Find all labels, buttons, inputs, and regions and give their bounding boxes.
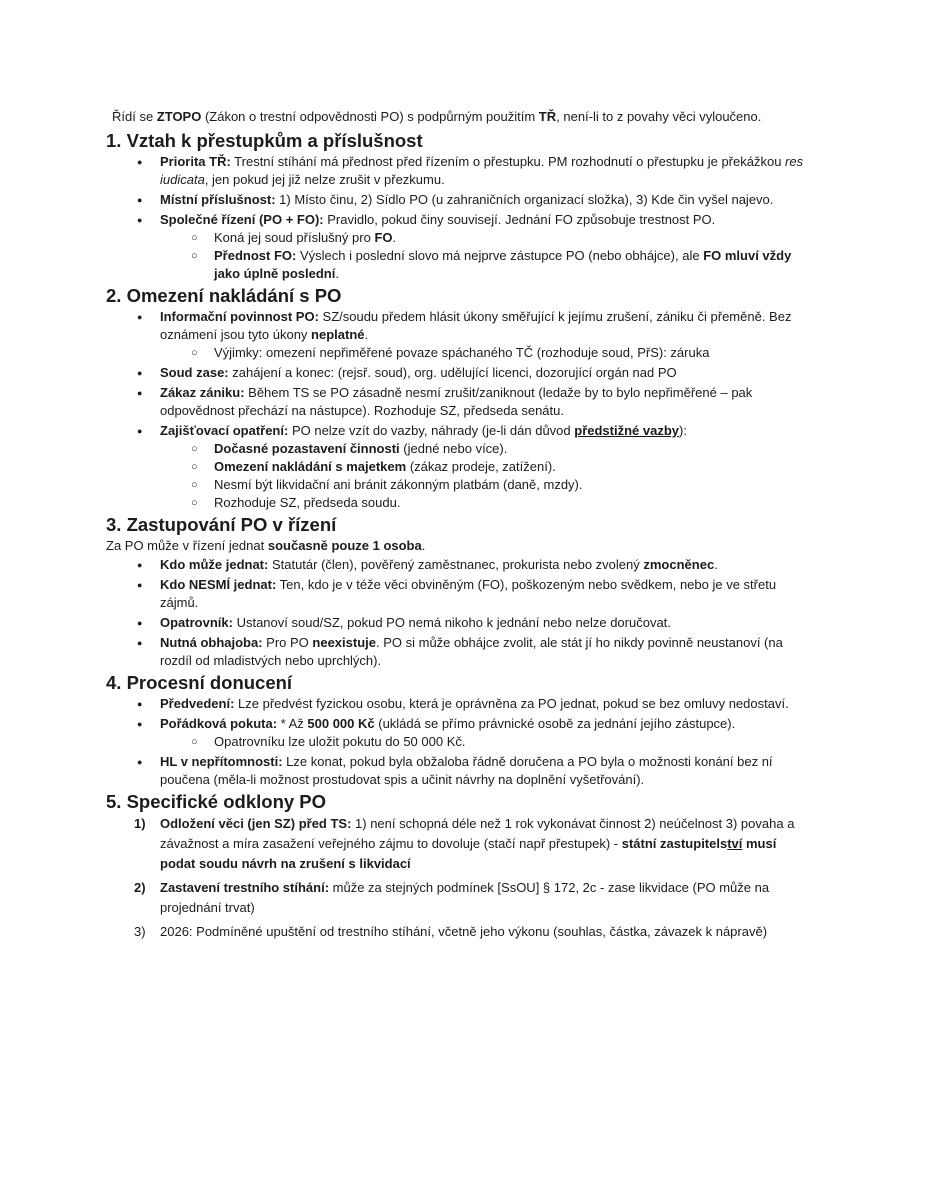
sub-list-item (214, 440, 812, 458)
item-text: Statutár (člen), pověřený zaměstnanec, prokurista nebo zvolený (268, 557, 644, 572)
list-item (160, 556, 812, 574)
item-italic: res iudicata (160, 154, 804, 187)
list-item (160, 308, 812, 362)
sub-list (160, 440, 812, 512)
sub-list (160, 733, 812, 751)
item-label: Priorita TŘ: (160, 154, 231, 169)
item-label: Dočasné pozastavení činnosti (214, 441, 400, 456)
section-5-heading: 5. Specifické odklony PO (106, 791, 327, 812)
item-text: * Až (277, 716, 308, 731)
item-text: (jedné nebo více). (399, 441, 508, 456)
list-item (160, 153, 812, 189)
item-label: Soud zase: (160, 365, 229, 380)
list-item (160, 614, 812, 632)
item-bold: musí podat soudu návrh na zrušení s likvidací (160, 836, 777, 871)
item-text: ): (679, 423, 687, 438)
item-label: Kdo může jednat: (160, 557, 269, 572)
item-text: . PO si může obhájce zvolit, ale stát jí ho nikdy povinně neustanoví (na rozdíl od mladistvých nebo uprchlých). (160, 635, 783, 668)
section-4-list (112, 695, 812, 789)
item-text: , jen pokud jej již nelze zrušit v přezkumu. (204, 172, 445, 187)
item-text: 2026: Podmíněné upuštění od trestního stíhání, včetně jeho výkonu (souhlas, částka, závazek k nápravě) (160, 924, 768, 939)
item-text: . (335, 266, 339, 281)
item-text: 1) Místo činu, 2) Sídlo PO (u zahraničních organizací složka), 3) Kde čin vyšel najevo. (275, 192, 774, 207)
intro-text: Řídí se (112, 109, 157, 124)
item-number: 3) (134, 924, 146, 939)
item-text: Lze předvést fyzickou osobu, která je oprávněna za PO jednat, pokud se bez omluvy nedostaví. (234, 696, 789, 711)
list-item (160, 191, 812, 209)
sub-list (160, 344, 812, 362)
intro-paragraph (112, 108, 812, 126)
item-text: Výslech i poslední slovo má nejprve zástupce PO (nebo obhájce), ale (296, 248, 704, 263)
item-number: 2) (134, 880, 146, 895)
item-label: HL v nepřítomnosti: (160, 754, 283, 769)
numbered-item (134, 814, 812, 874)
numbered-item (134, 878, 812, 918)
sub-list-item: ○ Nesmí být likvidační ani bránit zákonným platbám (daně, mzdy). (214, 476, 812, 494)
item-text: Lze konat, pokud byla obžaloba řádně doručena a PO byla o možnosti konání bez ní poučena (měla-li možnost prostudovat spis a učinit návrhy na doplnění vyšetřování). (160, 754, 773, 787)
item-text: Pro PO (262, 635, 313, 650)
item-number: 1) (134, 816, 146, 831)
section-3-list (112, 556, 812, 670)
item-label: Informační povinnost PO: (160, 309, 319, 324)
list-item (160, 753, 812, 789)
item-bold: FO (374, 230, 393, 245)
numbered-item (134, 922, 812, 942)
item-label: Společné řízení (PO + FO): (160, 212, 324, 227)
sub-list-item (214, 458, 812, 476)
item-label: Odložení věci (jen SZ) před TS: (160, 816, 352, 831)
item-text: SZ/soudu předem hlásit úkony směřující k jejímu zrušení, zániku či přeměně. Bez oznámení jsou tyto úkony (160, 309, 792, 342)
section-2-list (112, 308, 812, 512)
list-item (160, 634, 812, 670)
item-label: Pořádková pokuta: (160, 716, 278, 731)
item-label: Nutná obhajoba: (160, 635, 263, 650)
item-text: Ten, kdo je v téže věci obviněným (FO), poškozeným nebo svědkem, nebo je ve střetu zájmů. (160, 577, 777, 610)
list-item (160, 422, 812, 512)
intro-text: (Zákon o trestní odpovědnosti PO) s podpůrným použitím (201, 109, 539, 124)
item-text: Během TS se PO zásadně nesmí zrušit/zaniknout (ledaže by to bylo nepřiměřené – pak odpovědnost přechází na nástupce). Rozhoduje SZ, předseda senátu. (160, 385, 753, 418)
item-underlined: tví (727, 836, 743, 851)
item-text: (zákaz prodeje, zatížení). (406, 459, 556, 474)
sub-list-item: ○ Opatrovníku lze uložit pokutu do 50 000 Kč. (214, 733, 812, 751)
item-text: PO nelze vzít do vazby, náhrady (je-li dán důvod (288, 423, 575, 438)
section-3-heading: 3. Zastupování PO v řízení (106, 514, 337, 535)
sub-list-item: ○ Rozhoduje SZ, předseda soudu. (214, 494, 812, 512)
item-label: Přednost FO: (214, 248, 297, 263)
item-text: Trestní stíhání má přednost před řízením o přestupku. PM rozhodnutí o přestupku je překážkou (230, 154, 786, 169)
item-underlined: předstižné vazby (574, 423, 680, 438)
section-3-lead (106, 537, 812, 555)
item-label: Zastavení trestního stíhání: (160, 880, 330, 895)
item-text: . (392, 230, 397, 245)
item-text: Koná jej soud příslušný pro (214, 230, 375, 245)
list-item (160, 364, 812, 382)
sub-list (160, 229, 812, 283)
item-label: Kdo NESMÍ jednat: (160, 577, 277, 592)
item-bold: neplatné (311, 327, 365, 342)
item-text: Ustanoví soud/SZ, pokud PO nemá nikoho k jednání nebo nelze doručovat. (232, 615, 671, 630)
list-item (160, 211, 812, 283)
item-label: Místní příslušnost: (160, 192, 276, 207)
list-item (160, 715, 812, 751)
sub-list-item: ○ Výjimky: omezení nepřiměřené povaze spáchaného TČ (rozhoduje soud, PřS): záruka (214, 344, 812, 362)
sub-list-item (214, 229, 812, 247)
sub-list-item (214, 247, 812, 283)
item-bold: FO mluví vždy jako úplně poslední (214, 248, 792, 281)
list-item (160, 695, 812, 713)
item-label: Omezení nakládání s majetkem (214, 459, 407, 474)
document-body (106, 108, 812, 946)
item-bold: státní zastupitels (621, 836, 728, 851)
item-label: Předvedení: (160, 696, 235, 711)
item-label: Opatrovník: (160, 615, 233, 630)
item-label: Zajišťovací opatření: (160, 423, 289, 438)
item-text: může za stejných podmínek [SsOU] § 172, 2c - zase likvidace (PO může na projednání trvat) (160, 880, 770, 915)
item-bold: zmocněnec (643, 557, 715, 572)
section-4-heading: 4. Procesní donucení (106, 672, 293, 693)
item-text: . (421, 538, 426, 553)
item-text: . (714, 557, 718, 572)
item-text: . (364, 327, 369, 342)
intro-text: , není-li to z povahy věci vyloučeno. (556, 109, 762, 124)
section-1-list (112, 153, 812, 283)
list-item (160, 576, 812, 612)
item-text: 1) není schopná déle než 1 rok vykonávat činnost 2) neúčelnost 3) povaha a závažnost a míra zasažení veřejného zájmu to dovoluje (stačí např přestupek) - (160, 816, 795, 851)
item-text: (ukládá se přímo právnické osobě za jednání jejího zástupce). (374, 716, 736, 731)
section-1-heading: 1. Vztah k přestupkům a příslušnost (106, 130, 423, 151)
list-item (160, 384, 812, 420)
item-bold: 500 000 Kč (307, 716, 375, 731)
item-bold: neexistuje (312, 635, 376, 650)
item-text: Pravidlo, pokud činy souvisejí. Jednání FO způsobuje trestnost PO. (323, 212, 716, 227)
section-5-list (112, 814, 812, 942)
item-bold: současně pouze 1 osoba (267, 538, 422, 553)
item-text: zahájení a konec: (rejsř. soud), org. udělující licenci, dozorující orgán nad PO (228, 365, 677, 380)
item-label: Zákaz zániku: (160, 385, 245, 400)
intro-bold-ztopo: ZTOPO (156, 109, 202, 124)
item-text: Za PO může v řízení jednat (106, 538, 268, 553)
section-2-heading: 2. Omezení nakládání s PO (106, 285, 342, 306)
intro-bold-tr: TŘ (538, 109, 557, 124)
